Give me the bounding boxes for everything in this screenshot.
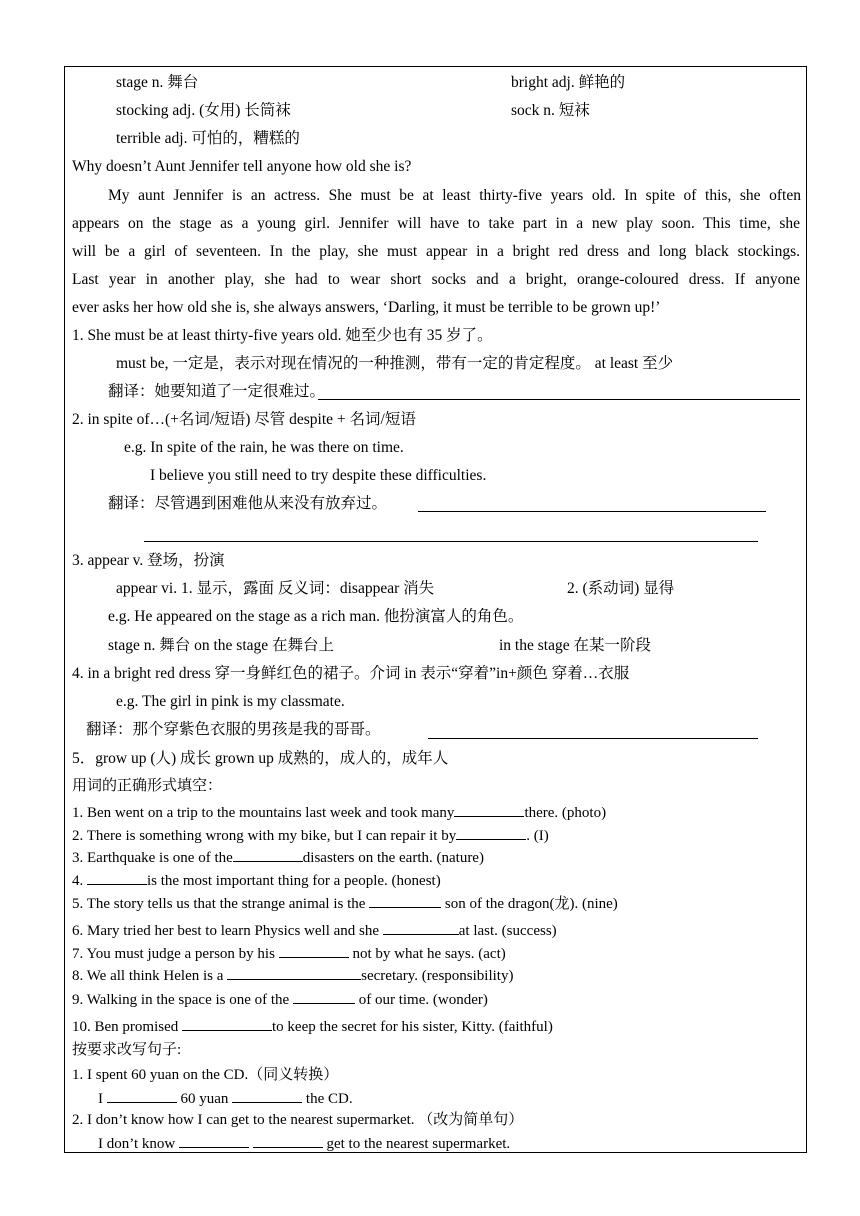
note-1-translate: 翻译：她要知道了一定很难过。 bbox=[108, 383, 326, 400]
note-2-translate: 翻译：尽管遇到困难他从来没有放弃过。 bbox=[108, 495, 388, 512]
exercise-1-title: 用词的正确形式填空： bbox=[72, 778, 223, 794]
answer-line[interactable] bbox=[418, 511, 766, 512]
passage-question: Why doesn’t Aunt Jennifer tell anyone how old she is? bbox=[72, 158, 412, 175]
blank[interactable] bbox=[454, 802, 524, 817]
exercise-2-title: 按要求改写句子: bbox=[72, 1042, 182, 1058]
note-2-example: I believe you still need to try despite these difficulties. bbox=[150, 467, 487, 484]
blank[interactable] bbox=[232, 1088, 302, 1103]
exercise-item: 9. Walking in the space is one of the of our time. (wonder) bbox=[72, 989, 488, 1010]
blank[interactable] bbox=[279, 943, 349, 958]
rewrite-question: 2. I don’t know how I can get to the nearest supermarket. （改为简单句） bbox=[72, 1112, 524, 1128]
exercise-item: 6. Mary tried her best to learn Physics well and she at last. (success) bbox=[72, 920, 557, 941]
note-1-explain: must be, 一定是，表示对现在情况的一种推测，带有一定的肯定程度。 at least 至少 bbox=[116, 355, 674, 372]
blank[interactable] bbox=[182, 1016, 272, 1031]
answer-line[interactable] bbox=[144, 541, 758, 542]
passage-line: ever asks her how old she is, she always answers, ‘Darling, it must be terrible to be grown up!’ bbox=[72, 299, 661, 316]
blank[interactable] bbox=[87, 870, 147, 885]
vocab-bright: bright adj. 鲜艳的 bbox=[511, 74, 626, 91]
blank[interactable] bbox=[369, 893, 441, 908]
exercise-item: 2. There is something wrong with my bike, but I can repair it by . (I) bbox=[72, 825, 549, 846]
note-2-example: e.g. In spite of the rain, he was there on time. bbox=[124, 439, 404, 456]
rewrite-question: 1. I spent 60 yuan on the CD.（同义转换） bbox=[72, 1067, 339, 1083]
blank[interactable] bbox=[383, 920, 459, 935]
note-4: 4. in a bright red dress 穿一身鲜红色的裙子。介词 in 表示“穿着”in+颜色 穿着…衣服 bbox=[72, 665, 630, 682]
blank[interactable] bbox=[107, 1088, 177, 1103]
exercise-item: 8. We all think Helen is a secretary. (responsibility) bbox=[72, 965, 513, 986]
exercise-item: 3. Earthquake is one of the disasters on the earth. (nature) bbox=[72, 847, 484, 868]
answer-line[interactable] bbox=[318, 399, 800, 400]
blank[interactable] bbox=[293, 989, 355, 1004]
note-3-example: e.g. He appeared on the stage as a rich man. 他扮演富人的角色。 bbox=[108, 608, 524, 625]
blank[interactable] bbox=[233, 847, 303, 862]
exercise-item: 10. Ben promised to keep the secret for his sister, Kitty. (faithful) bbox=[72, 1016, 553, 1037]
blank[interactable] bbox=[456, 825, 526, 840]
passage-line: My aunt Jennifer is an actress. She must be at least thirty-five years old. In spite of this, she often bbox=[108, 187, 801, 204]
note-3-phrase: stage n. 舞台 on the stage 在舞台上 bbox=[108, 637, 335, 654]
note-4-translate: 翻译：那个穿紫色衣服的男孩是我的哥哥。 bbox=[86, 721, 381, 738]
exercise-item: 4. is the most important thing for a people. (honest) bbox=[72, 870, 441, 891]
note-3-phrase: in the stage 在某一阶段 bbox=[499, 637, 651, 654]
note-3-explain: appear vi. 1. 显示，露面 反义词：disappear 消失 bbox=[116, 580, 435, 597]
vocab-stage: stage n. 舞台 bbox=[116, 74, 199, 91]
note-3: 3. appear v. 登场，扮演 bbox=[72, 552, 225, 569]
vocab-stocking: stocking adj. (女用) 长筒袜 bbox=[116, 102, 291, 119]
rewrite-answer: I don’t know get to the nearest supermarket. bbox=[98, 1133, 510, 1154]
exercise-item: 1. Ben went on a trip to the mountains last week and took many there. (photo) bbox=[72, 802, 606, 823]
vocab-sock: sock n. 短袜 bbox=[511, 102, 590, 119]
passage-line: will be a girl of seventeen. In the play, she must appear in a bright red dress and long black stockings. bbox=[72, 243, 800, 260]
passage-line: Last year in another play, she had to wear short socks and a bright, orange-coloured dress. If anyone bbox=[72, 271, 800, 288]
note-5: 5．grow up (人) 成长 grown up 成熟的，成人的，成年人 bbox=[72, 750, 449, 767]
note-3-explain: 2. (系动词) 显得 bbox=[567, 580, 675, 597]
answer-line[interactable] bbox=[428, 738, 758, 739]
passage-line: appears on the stage as a young girl. Jennifer will have to take part in a new play soon. This time, she bbox=[72, 215, 800, 232]
blank[interactable] bbox=[253, 1133, 323, 1148]
blank[interactable] bbox=[179, 1133, 249, 1148]
note-1: 1. She must be at least thirty-five years old. 她至少也有 35 岁了。 bbox=[72, 327, 493, 344]
rewrite-answer: I 60 yuan the CD. bbox=[98, 1088, 353, 1109]
note-2: 2. in spite of…(+名词/短语) 尽管 despite + 名词/短语 bbox=[72, 411, 416, 428]
blank[interactable] bbox=[227, 965, 361, 980]
vocab-terrible: terrible adj. 可怕的，糟糕的 bbox=[116, 130, 300, 147]
note-4-example: e.g. The girl in pink is my classmate. bbox=[116, 693, 345, 710]
exercise-item: 5. The story tells us that the strange animal is the son of the dragon(龙). (nine) bbox=[72, 893, 618, 914]
exercise-item: 7. You must judge a person by his not by what he says. (act) bbox=[72, 943, 506, 964]
